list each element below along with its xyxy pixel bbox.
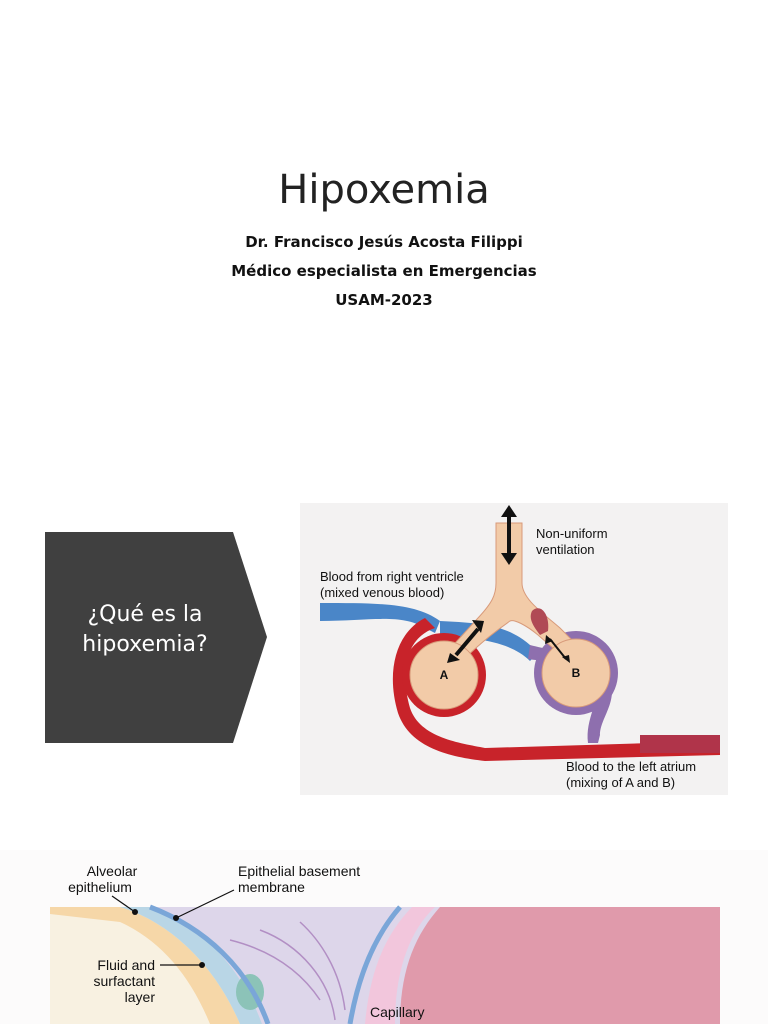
- fluid-label-1: Fluid and: [97, 957, 155, 973]
- blood-in-label-2: (mixed venous blood): [320, 585, 445, 600]
- alveolar-membrane-figure: [0, 850, 768, 1024]
- blood-in-label-1: Blood from right ventricle: [320, 569, 464, 584]
- basement-membrane-label-2: membrane: [238, 879, 305, 895]
- mixing-segment: [640, 735, 720, 753]
- ventilation-label-1: Non-uniform: [536, 526, 608, 541]
- blood-out-label-1: Blood to the left atrium: [566, 759, 697, 774]
- blood-out-label-2: (mixing of A and B): [566, 775, 676, 790]
- subtitle-block: [0, 228, 768, 315]
- alveolar-epithelium-label-1: Alveolar: [86, 863, 138, 879]
- alveolar-diagram: [0, 850, 768, 1024]
- slide-title: Hipoxemia: [278, 167, 490, 213]
- ventilation-label-2: ventilation: [536, 542, 595, 557]
- author-name: Dr. Francisco Jesús Acosta Filippi: [245, 233, 523, 251]
- fluid-label-2: surfactant: [93, 973, 155, 989]
- author-role: Médico especialista en Emergencias: [231, 262, 537, 280]
- question-line-2: hipoxemia?: [82, 632, 208, 657]
- alveolus-b-label: B: [571, 666, 581, 680]
- fluid-label-3: layer: [124, 989, 155, 1005]
- basement-membrane-label-1: Epithelial basement: [238, 863, 361, 879]
- capillary-lumen: [400, 907, 720, 1024]
- alveolar-epithelium-label-2: epithelium: [68, 879, 132, 895]
- question-line-1: ¿Qué es la: [87, 602, 203, 627]
- alveolus-a-label: A: [439, 668, 449, 682]
- title-block: [0, 164, 768, 315]
- capillary-label: Capillary: [370, 1004, 425, 1020]
- question-text: [45, 600, 245, 660]
- vq-diagram: [300, 503, 728, 795]
- vq-mismatch-figure: [300, 503, 728, 795]
- institution-year: USAM-2023: [335, 291, 433, 309]
